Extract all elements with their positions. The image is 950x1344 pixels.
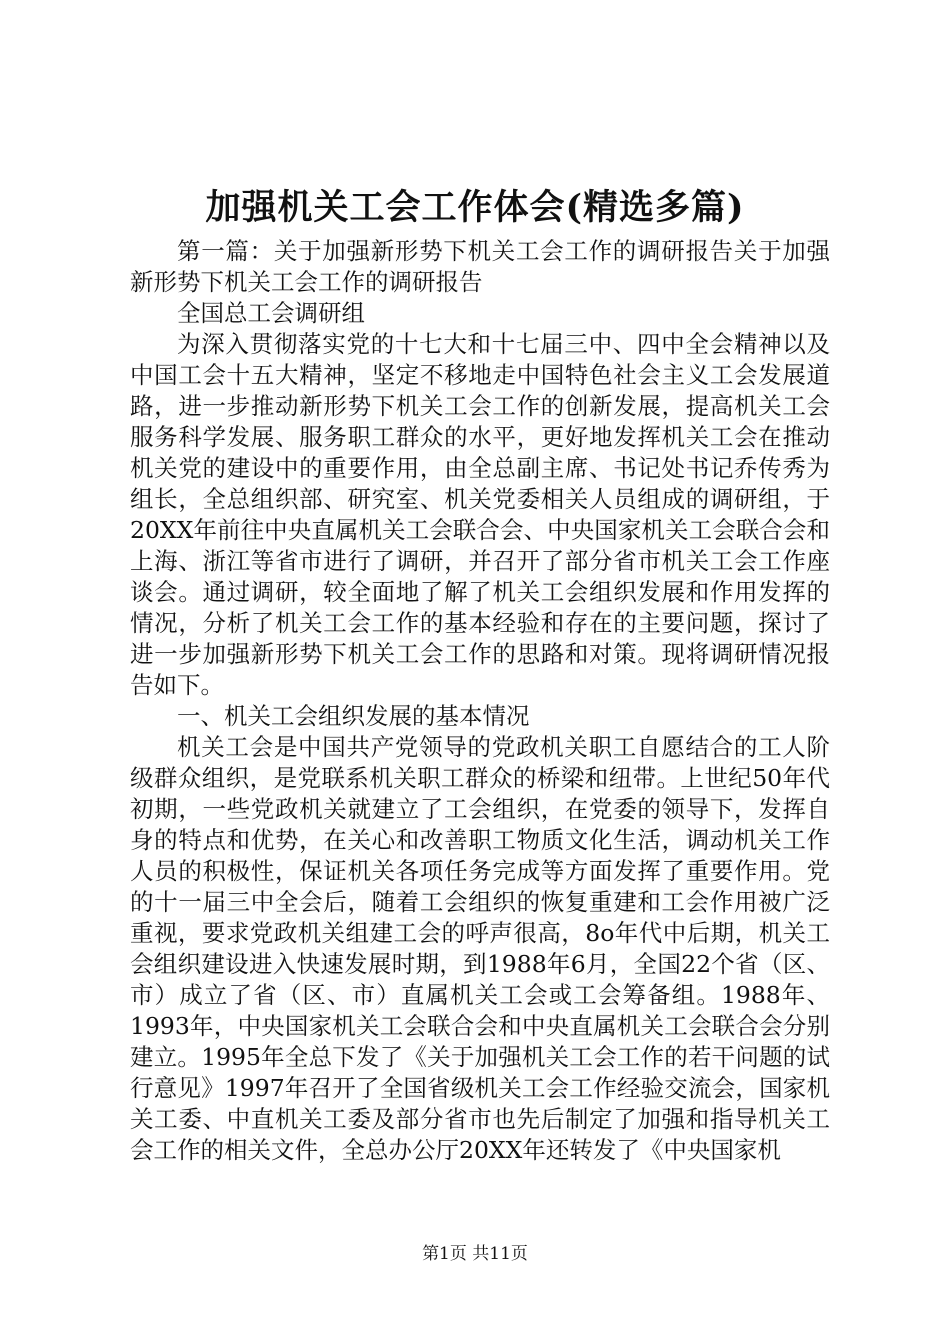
paragraph-intro: 为深入贯彻落实党的十七大和十七届三中、四中全会精神以及中国工会十五大精神，坚定不移地走中国特色社会主义工会发展道路，进一步推动新形势下机关工会工作的创新发展，提高机关工会服务科学发展、服务职工群众的水平，更好地发挥机关工会在推动机关党的建设中的重要作用，由全总副主席、书记处书记乔传秀为组长，全总组织部、研究室、机关党委相关人员组成的调研组，于20XX年前往中央直属机关工会联合会、中央国家机关工会联合会和上海、浙江等省市进行了调研，并召开了部分省市机关工会工作座谈会。通过调研，较全面地了解了机关工会组织发展和作用发挥的情况，分析了机关工会工作的基本经验和存在的主要问题，探讨了进一步加强新形势下机关工会工作的思路和对策。现将调研情况报告如下。 <box>130 330 830 699</box>
paragraph-section-heading: 一、机关工会组织发展的基本情况 <box>177 702 530 730</box>
paragraph-author: 全国总工会调研组 <box>177 299 365 327</box>
paragraph-section-body: 机关工会是中国共产党领导的党政机关职工自愿结合的工人阶级群众组织，是党联系机关职工群众的桥梁和纽带。上世纪50年代初期，一些党政机关就建立了工会组织，在党委的领导下，发挥自身的特点和优势，在关心和改善职工物质文化生活，调动机关工作人员的积极性，保证机关各项任务完成等方面发挥了重要作用。党的十一届三中全会后，随着工会组织的恢复重建和工会作用被广泛重视，要求党政机关组建工会的呼声很高，8o年代中后期，机关工会组织建设进入快速发展时期，到1988年6月，全国22个省（区、市）成立了省（区、市）直属机关工会或工会筹备组。1988年、1993年，中央国家机关工会联合会和中央直属机关工会联合会分别建立。1995年全总下发了《关于加强机关工会工作的若干问题的试行意见》1997年召开了全国省级机关工会工作经验交流会，国家机关工委、中直机关工委及部分省市也先后制定了加强和指导机关工会工作的相关文件，全总办公厅20XX年还转发了《中央国家机 <box>130 733 830 1164</box>
paragraph-chapter-heading: 第一篇：关于加强新形势下机关工会工作的调研报告关于加强新形势下机关工会工作的调研报告 <box>130 237 830 296</box>
document-title: 加强机关工会工作体会(精选多篇) <box>205 187 745 228</box>
document-body <box>130 236 830 1166</box>
page-footer: 第1页 共11页 <box>422 1244 528 1264</box>
